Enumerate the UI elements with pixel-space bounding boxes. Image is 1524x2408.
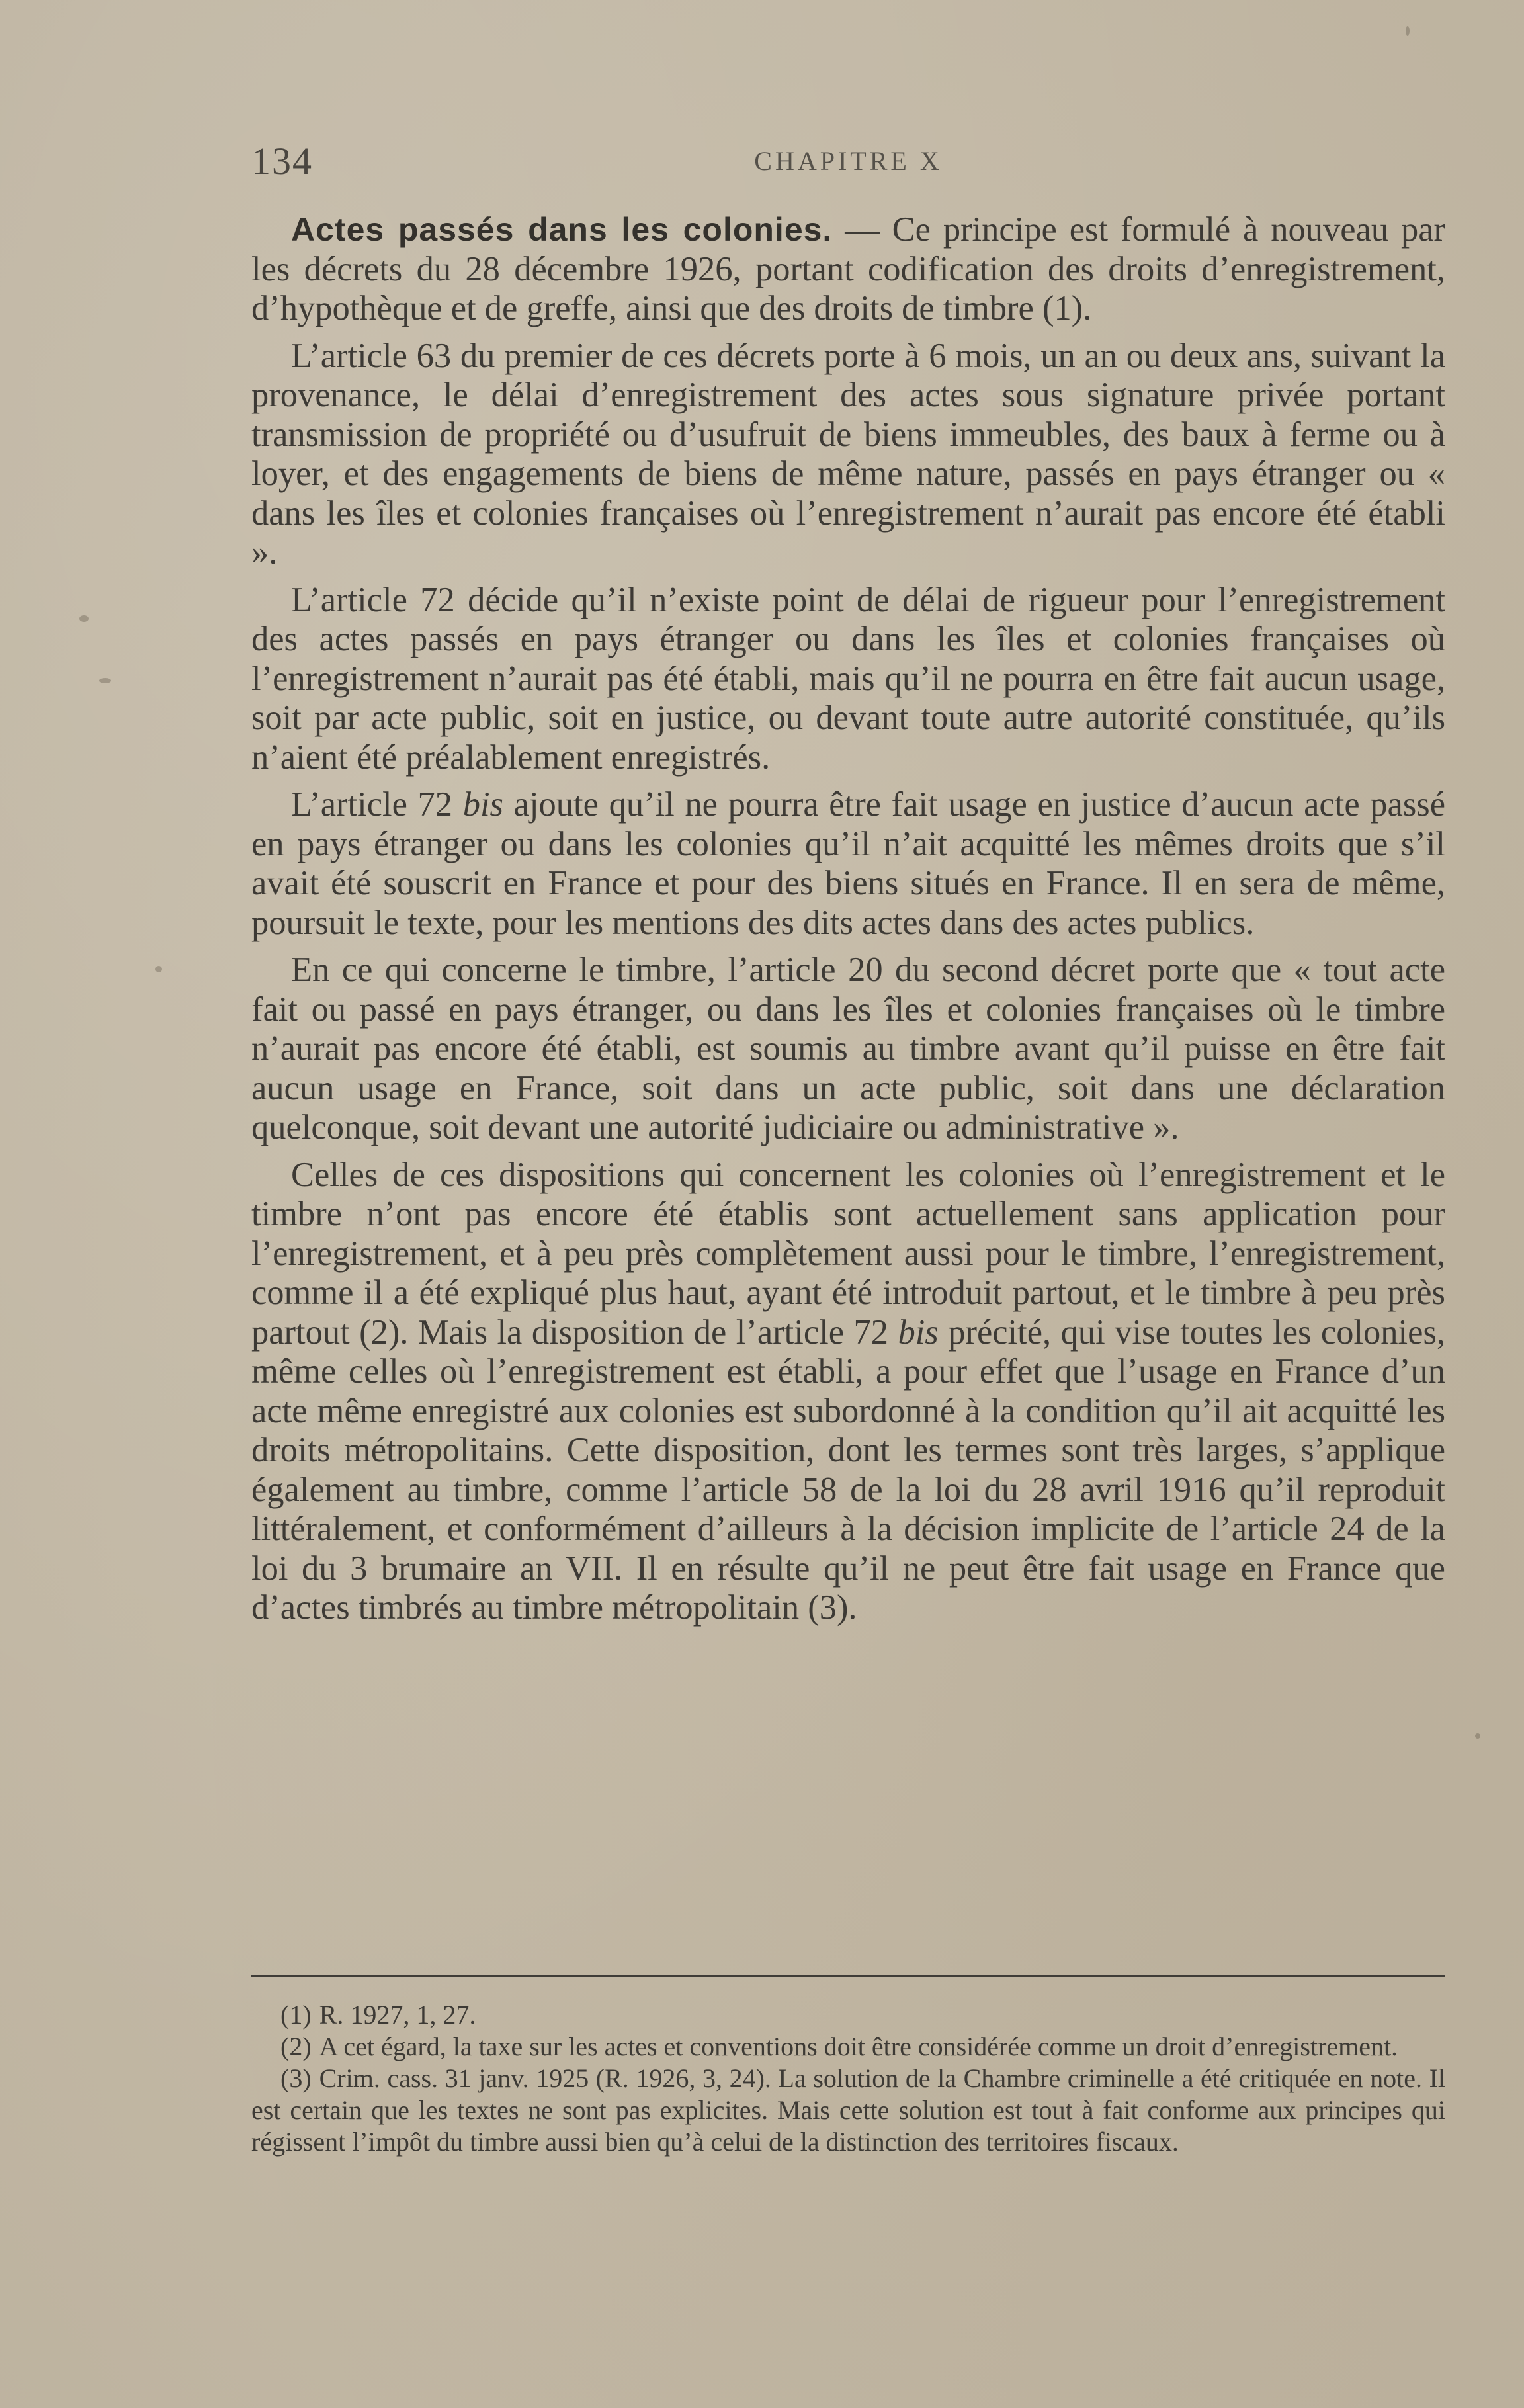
chapter-title: CHAPITRE X xyxy=(754,146,943,176)
section-title: Actes passés dans les colonies. xyxy=(291,211,833,248)
footnote-text: Crim. cass. 31 janv. 1925 (R. 1926, 3, 24). La solution de la Chambre criminelle a été critiquée en note. Il est certain que les textes ne sont pas explicites. Mais cette solution est tout à fait conforme aux principes qui régissent l’impôt du timbre aussi bien qu’à celui de la distinction des territoires fiscaux. xyxy=(251,2063,1445,2157)
paragraph-3: L’article 72 décide qu’il n’existe point de délai de rigueur pour l’enregistrement des actes passés en pays étranger ou dans les îles et colonies françaises où l’enregistrement n’aurait pas été établi, mais qu’il ne pourra en être fait aucun usage, soit par acte public, soit en justice, ou devant toute autre autorité constituée, qu’ils n’aient été préalablement enregistrés. xyxy=(251,580,1445,777)
paragraph-4-text-a: L’article 72 xyxy=(291,785,463,824)
paragraph-4-italic: bis xyxy=(462,785,503,824)
paragraph-6-text-a: Celles de ces dispositions qui concernent les colonies où l’enregistrement et le timbre n’ont pas encore été établis sont actuellement sans application pour l’enregistrement, et à peu près complètement aussi pour le timbre, l’enregistrement, comme il a été expliqué plus haut, ayant été introduit partout, et le timbre à peu près partout (2). Mais la disposition de l’article 72 xyxy=(251,1155,1445,1352)
footnote xyxy=(251,1999,1445,2031)
paragraph-6-text-b: précité, qui vise toutes les colonies, même celles où l’enregistrement est établi, a pour effet que l’usage en France d’un acte même enregistré aux colonies est subordonné à la condition qu’il ait acquitté les droits métropolitains. Cette disposition, dont les termes sont très larges, s’applique également au timbre, comme l’article 58 de la loi du 28 avril 1916 qu’il reproduit littéralement, et conformément d’ailleurs à la décision implicite de l’article 24 de la loi du 3 brumaire an VII. Il en résulte qu’il ne peut être fait usage en France que d’actes timbrés au timbre métropolitain (3). xyxy=(251,1312,1445,1627)
paragraph-2: L’article 63 du premier de ces décrets porte à 6 mois, un an ou deux ans, suivant la provenance, le délai d’enregistrement des actes sous signature privée portant transmission de propriété ou d’usufruit de biens immeubles, des baux à ferme ou à loyer, et des engagements de biens de même nature, passés en pays étranger ou « dans les îles et colonies françaises où l’enregistrement n’aurait pas encore été établi ». xyxy=(251,336,1445,572)
footnote xyxy=(251,2063,1445,2158)
paper-speck xyxy=(774,681,781,687)
footnote xyxy=(251,2031,1445,2063)
paragraph-4 xyxy=(251,785,1445,943)
paper-speck xyxy=(155,966,162,972)
paper-speck xyxy=(1475,1733,1480,1739)
footnote-text: R. 1927, 1, 27. xyxy=(319,2000,476,2030)
paragraph-6 xyxy=(251,1156,1445,1628)
page-number: 134 xyxy=(251,140,313,183)
paragraph-1 xyxy=(251,210,1445,329)
footnote-divider xyxy=(251,1975,1445,1977)
paragraph-5: En ce qui concerne le timbre, l’article 20 du second décret porte que « tout acte fait ou passé en pays étranger, ou dans les îles et colonies françaises où le timbre n’aurait pas encore été établi, est soumis au timbre avant qu’il puisse en être fait aucun usage en France, soit dans un acte public, soit dans une déclaration quelconque, soit devant une autorité judiciaire ou administrative ». xyxy=(251,951,1445,1146)
paragraph-1-text: — Ce principe est formulé à nouveau par les décrets du 28 décembre 1926, portant codification des droits d’enregistrement, d’hypothèque et de greffe, ainsi que des droits de timbre (1). xyxy=(251,210,1445,327)
footnote-marker: (1) xyxy=(280,2000,312,2030)
paragraph-6-italic: bis xyxy=(898,1312,939,1352)
paper-speck xyxy=(99,678,111,683)
footnote-marker: (3) xyxy=(280,2063,312,2093)
running-head xyxy=(251,139,1445,185)
paragraph-4-text-b: ajoute qu’il ne pourra être fait usage en justice d’aucun acte passé en pays étranger ou dans les colonies qu’il n’ait acquitté les mêmes droits que s’il avait été souscrit en France et pour des biens situés en France. Il en sera de même, poursuit le texte, pour les mentions des dits actes dans des actes publics. xyxy=(251,785,1445,942)
body-text xyxy=(251,210,1445,1636)
footnote-text: A cet égard, la taxe sur les actes et conventions doit être considérée comme un droit d’enregistrement. xyxy=(319,2032,1398,2061)
footnote-marker: (2) xyxy=(280,2032,312,2061)
paper-speck xyxy=(1406,26,1410,36)
paper-speck xyxy=(79,615,89,622)
footnotes xyxy=(251,1999,1445,2158)
